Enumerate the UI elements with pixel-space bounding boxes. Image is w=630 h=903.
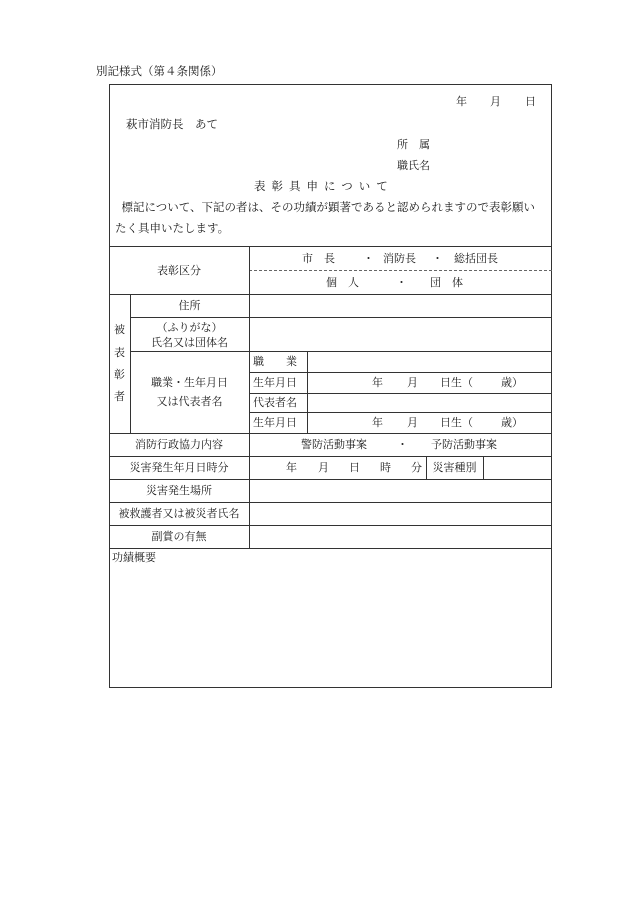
cooperation-option-prevention: 予防活動事案 [431,438,497,451]
representative-label: 代表者名 [253,396,297,409]
page-title: 表彰具申について [254,179,394,193]
disaster-year: 年 [286,461,297,474]
separator-dot-4: ・ [397,438,408,451]
rescued-name-label: 被救護者又は被災者氏名 [118,507,240,520]
body-text-line2: たく具申いたします。 [115,221,230,235]
disaster-hour: 時 [380,461,391,474]
birthdate-label: 生年月日 [253,376,297,389]
birthdate-age-close-2: 歳） [501,416,523,429]
awardee-label-char-1: 被 [114,323,125,336]
separator-dot-1: ・ [363,252,374,265]
separator-dot-2: ・ [432,252,443,265]
birthdate-year: 年 [372,376,383,389]
award-category-label: 表彰区分 [157,264,201,277]
or-representative-label: 又は代表者名 [156,395,223,408]
disaster-minute: 分 [411,461,422,474]
award-option-fire-chief: 消防長 [383,252,416,265]
cooperation-label: 消防行政協力内容 [135,438,223,451]
award-option-general-leader: 総括団長 [454,252,498,265]
award-option-group: 団 体 [430,276,463,289]
birthdate-month: 月 [407,376,418,389]
separator-dot-3: ・ [396,276,407,289]
birthdate-month-2: 月 [407,416,418,429]
address-label: 住所 [178,299,201,312]
date-day-label: 日 [525,95,536,108]
awardee-label-char-4: 者 [114,390,125,403]
birthdate-label-2: 生年月日 [253,416,297,429]
disaster-month: 月 [318,461,329,474]
addressee: 萩市消防長 あて [126,117,218,131]
affiliation-label: 所 属 [397,138,430,151]
birthdate-year-2: 年 [372,416,383,429]
name-or-group-label: 氏名又は団体名 [151,336,228,349]
birthdate-day-age: 日生（ [440,376,473,389]
award-option-individual: 個 人 [326,276,359,289]
disaster-location-label: 災害発生場所 [146,484,212,497]
disaster-datetime-label: 災害発生年月日時分 [129,461,229,474]
awardee-label-char-3: 彰 [114,368,125,381]
cooperation-option-alert: 警防活動事案 [301,438,367,451]
body-text-line1: 標記について、下記の者は、その功績が顕著であると認められますので表彰願い [110,200,536,214]
name-label: 職氏名 [397,159,430,172]
furigana-label: （ふりがな） [156,321,223,334]
occupation-label: 職 業 [253,355,297,368]
awardee-label-char-2: 表 [114,346,125,359]
birthdate-age-close: 歳） [501,376,523,389]
birthdate-day-age-2: 日生（ [440,416,473,429]
date-year-label: 年 [456,95,467,108]
date-month-label: 月 [490,95,501,108]
award-option-mayor: 市 長 [302,252,335,265]
achievement-summary-label: 功績概要 [112,551,156,564]
occupation-birth-label: 職業・生年月日 [151,376,228,389]
disaster-day: 日 [349,461,360,474]
supplementary-prize-label: 副賞の有無 [151,530,207,543]
disaster-type-label: 災害種別 [432,461,477,474]
form-label: 別記様式（第４条関係） [96,64,223,78]
